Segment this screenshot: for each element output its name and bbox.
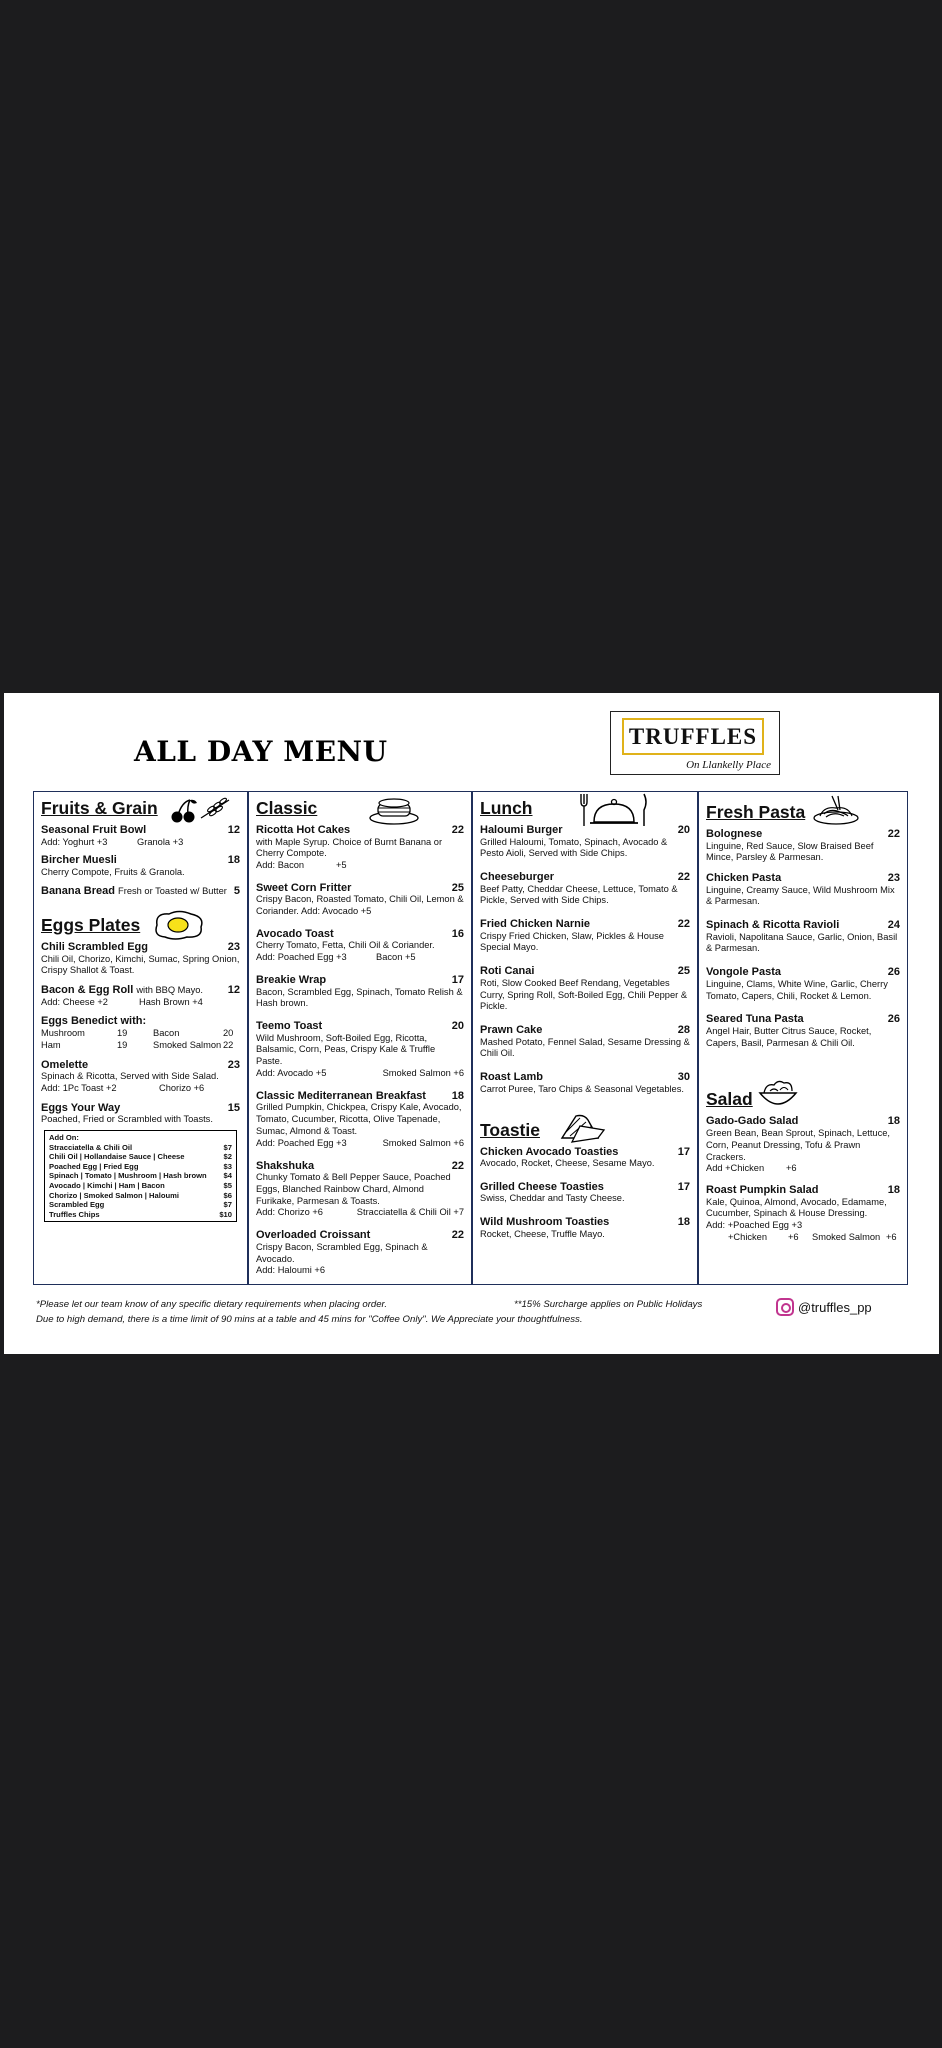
item-name: Roti Canai [480,965,535,978]
section-heading-classic [256,796,464,820]
menu-item [706,1013,900,1049]
heading-text: Toastie [480,1119,540,1140]
menu-item [480,824,690,860]
menu-item [706,828,900,864]
item-price: 15 [227,1101,240,1114]
item-add: Add: Haloumi +6 [256,1265,325,1276]
heading-text: Fruits & Grain [41,798,158,818]
menu-item [41,1102,240,1126]
benedict-price: 19 [117,1039,128,1050]
item-add: +6 [788,1232,799,1243]
benedict-price: 22 [223,1039,234,1050]
cherries-icon [168,798,198,824]
item-description: with Maple Syrup. Choice of Burnt Banana or Cherry Compote. [256,836,443,859]
item-price: 25 [451,881,464,894]
item-price: 25 [677,965,690,978]
item-price: 12 [227,824,240,836]
add-on-price: $4 [223,1171,232,1181]
item-description: Green Bean, Bean Sprout, Spinach, Lettuce, Corn, Peanut Dressing, Tofu & Prawn Crackers. [706,1127,890,1162]
item-description: Linguine, Red Sauce, Slow Braised Beef Mince, Parsley & Parmesan. [706,840,874,863]
item-price: 18 [227,854,240,867]
item-price: 22 [677,918,690,931]
column-classic [248,791,472,1285]
item-description: Angel Hair, Butter Citrus Sauce, Rocket, Capers, Basil, Parmesan & Chili Oil. [706,1025,872,1048]
benedict-option: Smoked Salmon [153,1039,222,1050]
menu-item [41,824,240,848]
item-price: 5 [233,884,240,897]
menu-item [256,1229,464,1277]
heading-text: Classic [256,798,318,818]
item-price: 22 [451,824,464,836]
add-on-label: Scrambled Egg [49,1200,105,1210]
item-price: 17 [451,974,464,987]
item-add: Add: Avocado +5 [256,1068,327,1079]
column-pasta-salad [698,791,908,1285]
item-price: 18 [887,1115,900,1128]
add-on-label: Truffles Chips [49,1209,100,1219]
item-name: Gado-Gado Salad [706,1115,799,1128]
item-name: Bacon & Egg Roll [41,984,134,997]
add-on-label: Spinach | Tomato | Mushroom | Hash brown [49,1171,207,1181]
section-heading-toastie [480,1118,690,1142]
item-name: Bolognese [706,828,763,840]
menu-item [41,1059,240,1095]
section-heading-salad [706,1087,900,1111]
item-description: Cherry Compote, Fruits & Granola. [41,866,185,877]
salad-bowl-icon [756,1077,800,1111]
item-extra: with BBQ Mayo. [136,985,203,996]
menu-item [41,854,240,878]
item-description: Chili Oil, Chorizo, Kimchi, Sumac, Spring Onion, Crispy Shallot & Toast. [41,953,240,976]
item-add: Add: Poached Egg +3 [256,1137,347,1148]
item-add: Chorizo +6 [159,1082,205,1093]
item-price: 18 [887,1184,900,1197]
item-add: +5 [336,860,347,871]
item-add: Add: Bacon [256,860,305,871]
item-add: Bacon +5 [376,952,416,963]
menu-item [706,966,900,1002]
item-description: Chunky Tomato & Bell Pepper Sauce, Poached Eggs, Blanched Rainbow Chard, Almond Furikake, Parmesan & Toasts. [256,1172,451,1206]
add-on-label: Chili Oil | Hollandaise Sauce | Cheese [49,1152,185,1162]
menu-item [256,824,464,872]
heading-text: Lunch [480,798,533,818]
item-add: +Chicken [728,1232,768,1243]
item-name: Chicken Pasta [706,872,782,885]
menu-item [41,984,240,1008]
item-price: 23 [227,1058,240,1071]
item-description: Linguine, Clams, White Wine, Garlic, Cherry Tomato, Capers, Chili, Rocket & Lemon. [706,978,888,1001]
item-price: 22 [451,1229,464,1242]
item-description: Crispy Fried Chicken, Slaw, Pickles & House Special Mayo. [480,930,664,953]
add-on-price: $10 [219,1209,232,1219]
item-add: Hash Brown +4 [139,996,203,1007]
item-add: Add: Poached Egg +3 [256,952,347,963]
menu-item [480,918,690,954]
add-on-box [44,1130,237,1222]
pasta-plate-icon [812,794,860,826]
add-on-label: Chorizo | Smoked Salmon | Haloumi [49,1190,179,1200]
item-add: Granola +3 [137,836,184,847]
menu-item-benedict [41,1015,240,1051]
logo-name: TRUFFLES [622,718,764,755]
section-heading-pasta [706,800,900,824]
menu-title: ALL DAY MENU [134,735,388,768]
item-description: Spinach & Ricotta, Served with Side Salad. [41,1071,219,1082]
item-description: Kale, Quinoa, Almond, Avocado, Edamame, Cucumber, Spinach & House Dressing. [706,1196,887,1219]
menu-item [706,872,900,908]
cutlery-cloche-icon [578,792,650,828]
add-on-label: Avocado | Kimchi | Ham | Bacon [49,1180,165,1190]
menu-item [480,1024,690,1060]
item-name: Avocado Toast [256,927,334,940]
item-name: Overloaded Croissant [256,1229,371,1242]
column-lunch-toastie [472,791,698,1285]
menu-item [256,882,464,918]
item-price: 24 [887,919,900,932]
item-name: Grilled Cheese Toasties [480,1180,604,1193]
add-on-price: $3 [223,1161,232,1171]
footer-note-time-limit: Due to high demand, there is a time limit of 90 mins at a table and 45 mins for "Coffee Only". We Appreciate your thoughtfulness. [36,1314,583,1325]
add-on-price: $6 [223,1190,232,1200]
item-name: Seasonal Fruit Bowl [41,824,147,836]
item-price: 22 [451,1159,464,1172]
item-description: Poached, Fried or Scrambled with Toasts. [41,1114,213,1125]
item-price: 26 [887,966,900,979]
item-name: Omelette [41,1058,89,1071]
instagram-text: @truffles_pp [798,1299,872,1315]
footer-note-dietary: *Please let our team know of any specific dietary requirements when placing order. [36,1299,388,1310]
item-name: Roast Pumpkin Salad [706,1184,819,1197]
section-heading-fruits [41,796,240,820]
item-name: Classic Mediterranean Breakfast [256,1089,426,1102]
truffles-logo [610,711,780,775]
benedict-option: Bacon [153,1027,180,1038]
add-on-heading: Add On: [49,1132,79,1142]
item-description: Swiss, Cheddar and Tasty Cheese. [480,1193,625,1204]
item-name: Roast Lamb [480,1071,543,1084]
menu-item [480,1071,690,1095]
item-name: Spinach & Ricotta Ravioli [706,919,840,932]
item-description: Crispy Bacon, Roasted Tomato, Chili Oil, Lemon & Coriander. Add: Avocado +5 [256,894,464,917]
item-name: Bircher Muesli [41,854,117,867]
menu-item [256,1160,464,1220]
item-name: Chicken Avocado Toasties [480,1145,619,1158]
item-price: 26 [887,1013,900,1026]
item-name: Chili Scrambled Egg [41,941,148,954]
menu-item [256,974,464,1010]
item-description: Avocado, Rocket, Cheese, Sesame Mayo. [480,1158,655,1169]
item-add: Smoked Salmon +6 [382,1137,464,1148]
item-description: Ravioli, Napolitana Sauce, Garlic, Onion, Basil & Parmesan. [706,931,898,954]
wheat-icon [199,796,233,820]
item-description: Linguine, Creamy Sauce, Wild Mushroom Mix & Parmesan. [706,884,895,907]
add-on-label: Stracciatella & Chili Oil [49,1142,133,1152]
pancake-icon [368,796,420,826]
item-add: Add: Yoghurt +3 [41,836,108,847]
menu-item [480,1146,690,1170]
item-extra: Fresh or Toasted w/ Butter [118,885,227,896]
item-price: 22 [677,871,690,884]
benedict-option: Ham [41,1039,61,1050]
item-name: Ricotta Hot Cakes [256,824,351,836]
item-price: 23 [887,872,900,885]
item-name: Shakshuka [256,1159,315,1172]
item-description: Rocket, Cheese, Truffle Mayo. [480,1228,605,1239]
item-name: Teemo Toast [256,1020,323,1033]
heading-text: Eggs Plates [41,915,141,936]
item-description: Roti, Slow Cooked Beef Rendang, Vegetables Curry, Spring Roll, Soft-Boiled Egg, Chili Pepper & Pickle. [480,977,688,1012]
item-price: 16 [451,927,464,940]
menu-item [706,1115,900,1175]
item-add: Smoked Salmon +6 [382,1068,464,1079]
item-description: Grilled Pumpkin, Chickpea, Crispy Kale, Avocado, Tomato, Cucumber, Ricotta, Olive Tapenade, Sumac, Almond & Toast. [256,1102,462,1136]
item-add: Add: +Poached Egg +3 [706,1220,803,1231]
item-name: Sweet Corn Fritter [256,881,352,894]
section-heading-lunch [480,796,690,820]
item-description: Bacon, Scrambled Egg, Spinach, Tomato Relish & Hash brown. [256,986,463,1009]
add-on-price: $2 [223,1152,232,1162]
add-on-label: Poached Egg | Fried Egg [49,1161,139,1171]
item-add: +6 [886,1232,897,1243]
heading-text: Salad [706,1089,753,1110]
add-on-price: $7 [223,1200,232,1210]
item-name: Breakie Wrap [256,974,327,987]
item-price: 17 [677,1180,690,1193]
footer-note-surcharge: **15% Surcharge applies on Public Holidays [514,1299,703,1310]
menu-item [480,1181,690,1205]
item-price: 30 [677,1071,690,1084]
item-price: 20 [451,1020,464,1033]
item-price: 20 [677,824,690,836]
item-description: Cherry Tomato, Fetta, Chili Oil & Coriander. [256,940,435,951]
item-price: 18 [677,1216,690,1229]
item-add: Add: Chorizo +6 [256,1207,323,1218]
add-on-price: $5 [223,1180,232,1190]
column-fruits-eggs [33,791,248,1285]
instagram-icon [776,1298,794,1316]
item-name: Seared Tuna Pasta [706,1013,804,1026]
benedict-option: Mushroom [41,1027,85,1038]
item-add: +6 [786,1163,797,1174]
menu-item [41,941,240,977]
instagram-handle[interactable] [776,1298,872,1316]
add-on-price: $7 [223,1142,232,1152]
item-price: 22 [887,828,900,840]
benedict-price: 19 [117,1027,128,1038]
item-add: Add: 1Pc Toast +2 [41,1082,117,1093]
item-description: Carrot Puree, Taro Chips & Seasonal Vegetables. [480,1083,684,1094]
item-price: 23 [227,941,240,954]
menu-item [706,1184,900,1244]
menu-item [480,965,690,1013]
item-name: Haloumi Burger [480,824,563,836]
item-name: Banana Bread [41,884,115,897]
menu-item [480,1216,690,1240]
item-add: Smoked Salmon [812,1232,881,1243]
item-description: Crispy Bacon, Scrambled Egg, Spinach & Avocado. [256,1241,428,1264]
item-name: Eggs Your Way [41,1101,121,1114]
item-add: Stracciatella & Chili Oil +7 [356,1207,464,1218]
menu-sheet [4,693,939,1354]
item-add: Add: Cheese +2 [41,996,108,1007]
item-name: Cheeseburger [480,871,554,884]
menu-item [41,885,240,898]
item-name: Fried Chicken Narnie [480,918,591,931]
fried-egg-icon [151,909,207,941]
section-heading-eggs [41,913,240,937]
menu-item [256,1020,464,1080]
item-name: Prawn Cake [480,1024,543,1037]
benedict-price: 20 [223,1027,234,1038]
sandwich-icon [558,1112,606,1146]
menu-item [256,1090,464,1150]
item-price: 17 [677,1145,690,1158]
item-description: Grilled Haloumi, Tomato, Spinach, Avocado & Pesto Aioli, Served with Side Chips. [480,836,668,859]
item-name: Eggs Benedict with: [41,1015,147,1028]
item-name: Vongole Pasta [706,966,781,979]
logo-subtitle: On Llankelly Place [686,759,771,771]
item-description: Wild Mushroom, Soft-Boiled Egg, Ricotta, Balsamic, Corn, Peas, Crispy Kale & Truffle Paste. [256,1032,436,1067]
item-description: Mashed Potato, Fennel Salad, Sesame Dressing & Chili Oil. [480,1036,690,1059]
menu-item [480,871,690,907]
item-description: Beef Patty, Cheddar Cheese, Lettuce, Tomato & Pickle, Served with Side Chips. [480,883,678,906]
item-price: 18 [451,1089,464,1102]
item-add: Add +Chicken [706,1163,765,1174]
item-price: 12 [227,984,240,997]
menu-item [706,919,900,955]
item-name: Wild Mushroom Toasties [480,1216,610,1229]
heading-text: Fresh Pasta [706,802,806,822]
item-price: 28 [677,1024,690,1037]
menu-item [256,928,464,964]
